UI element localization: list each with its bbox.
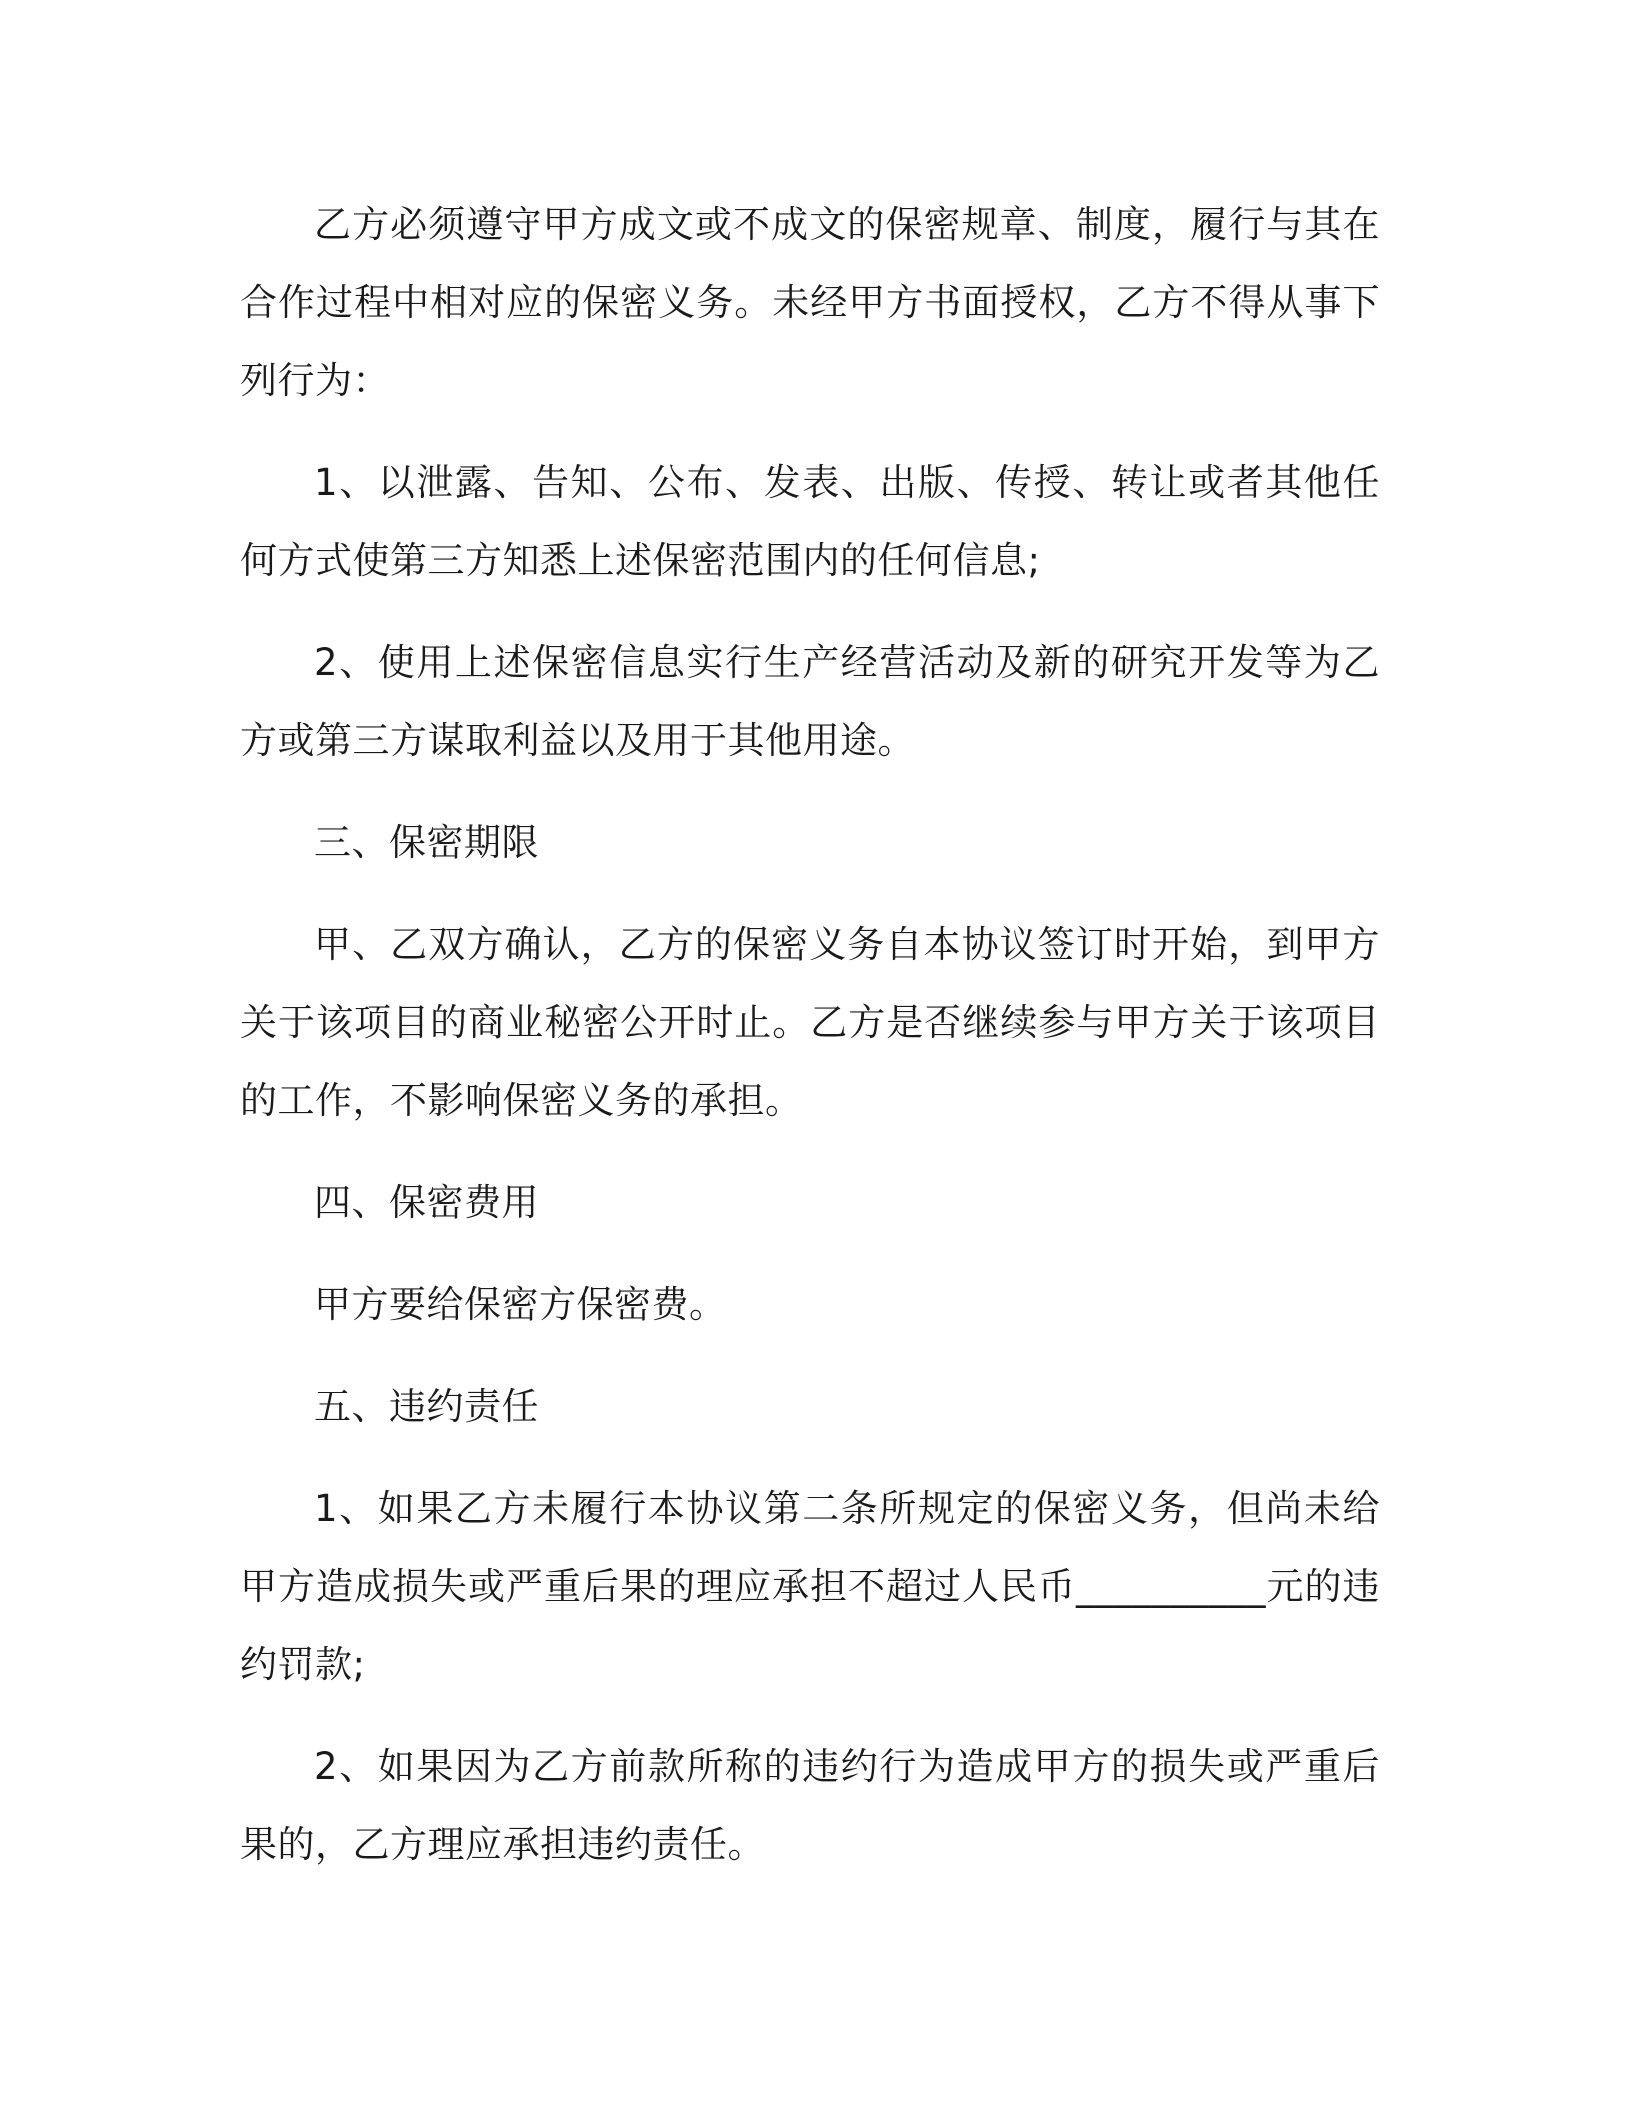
paragraph-liability-damages: 2、如果因为乙方前款所称的违约行为造成甲方的损失或严重后果的，乙方理应承担违约责任。 [240,1745,1380,1866]
paragraph-confidentiality-obligations: 乙方必须遵守甲方成文或不成文的保密规章、制度，履行与其在合作过程中相对应的保密义务。未经甲方书面授权，乙方不得从事下列行为： [240,203,1380,402]
paragraph-liability-penalty: 1、如果乙方未履行本协议第二条所规定的保密义务，但尚未给甲方造成损失或严重后果的理应承担不超过人民币__________元的违约罚款; [240,1487,1380,1686]
paragraph-prohibited-disclosure: 1、以泄露、告知、公布、发表、出版、传授、转让或者其他任何方式使第三方知悉上述保密范围内的任何信息; [240,461,1380,582]
document-page [240,186,1380,1884]
paragraph-confidentiality-fee: 甲方要给保密方保密费。 [314,1283,727,1326]
section-heading-liability: 五、违约责任 [314,1385,539,1428]
section-heading-confidentiality-fee: 四、保密费用 [314,1181,539,1224]
section-heading-confidentiality-period: 三、保密期限 [314,821,539,864]
paragraph-confidentiality-period: 甲、乙双方确认，乙方的保密义务自本协议签订时开始，到甲方关于该项目的商业秘密公开时止。乙方是否继续参与甲方关于该项目的工作，不影响保密义务的承担。 [240,923,1380,1122]
paragraph-prohibited-use: 2、使用上述保密信息实行生产经营活动及新的研究开发等为乙方或第三方谋取利益以及用于其他用途。 [240,641,1380,762]
